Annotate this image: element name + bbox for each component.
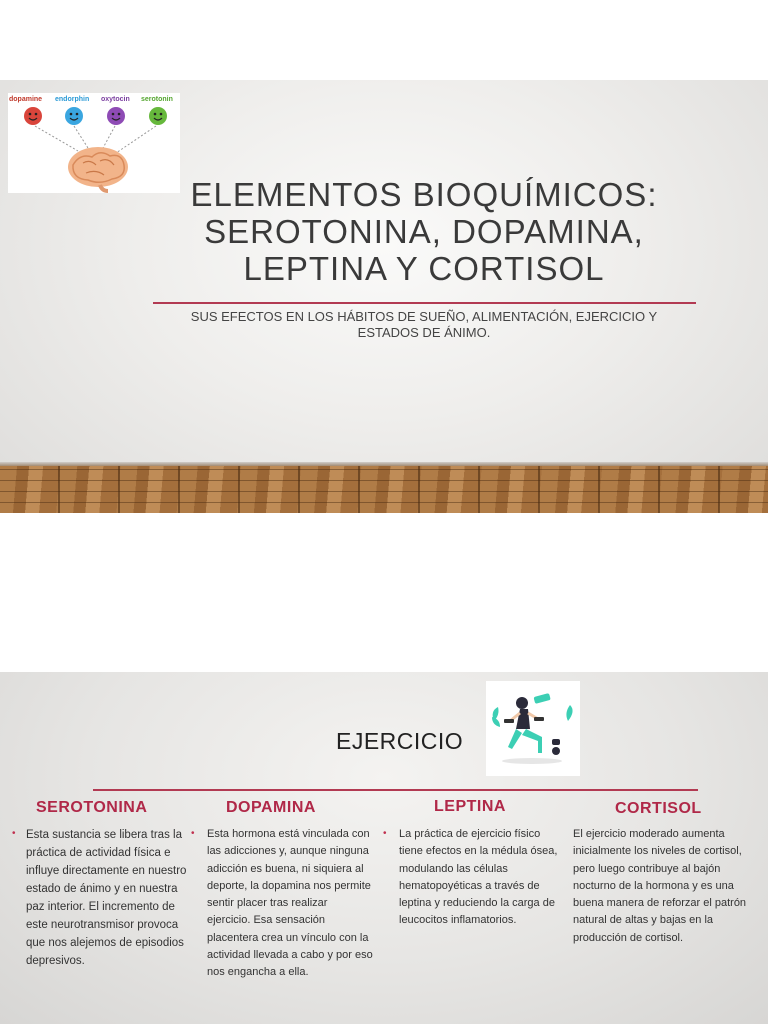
- leg-left: [508, 729, 522, 749]
- dumbbell-1-icon: [534, 717, 544, 721]
- title-slide: [0, 80, 768, 513]
- title-line-3: LEPTINA Y CORTISOL: [243, 250, 605, 287]
- smiley-serotonin-icon: [149, 107, 167, 125]
- smiley-dopamine-icon: [24, 107, 42, 125]
- bullet-leptina: •: [383, 828, 387, 839]
- tag-shape: [533, 693, 550, 704]
- section-divider: [93, 789, 698, 791]
- woman-exercising-icon: [486, 681, 580, 776]
- head: [516, 697, 528, 709]
- label-oxytocin: oxytocin: [101, 96, 130, 103]
- label-endorphin: endorphin: [55, 96, 90, 103]
- smiley-oxytocin-icon: [107, 107, 125, 125]
- text-leptina: La práctica de ejercicio físico tiene efectos en la médula ósea, modulando las células hematopoyéticas a través de leptina y reduciendo la carga de leucocitos inflamatorios.: [399, 828, 558, 927]
- title-divider: [153, 302, 696, 304]
- floor-shadow: [502, 758, 562, 764]
- heading-dopamina: DOPAMINA: [226, 799, 316, 816]
- heading-serotonina: SEROTONINA: [36, 799, 148, 816]
- leg-right: [522, 729, 542, 753]
- heading-leptina: LEPTINA: [434, 798, 506, 815]
- text-cortisol: El ejercicio moderado aumenta inicialmente los niveles de cortisol, pero luego contribuye al bajón nocturno de la hormona y es una buena manera de reforzar el patrón natural de altas y bajas en la producción de cortisol.: [573, 828, 747, 944]
- kettlebell-icon: [552, 747, 560, 755]
- title-line-2: SEROTONINA, DOPAMINA,: [204, 213, 644, 250]
- text-serotonina: Esta sustancia se libera tras la práctica de actividad física e influye directamente en nuestro estado de ánimo y en nuestra paz interior. El incremento de este neurotransmisor provoca que nos alejemos de episodios depresivos.: [26, 829, 187, 967]
- brain-icon: [68, 147, 128, 191]
- exercise-illustration: [486, 681, 580, 776]
- weight-icon: [552, 739, 560, 745]
- slide-title: [150, 176, 698, 287]
- exercise-slide: [0, 672, 768, 1024]
- dumbbell-2-icon: [504, 719, 514, 723]
- wooden-floor: [0, 466, 768, 513]
- smiley-endorphin-icon: [65, 107, 83, 125]
- label-dopamine: dopamine: [9, 96, 43, 103]
- bullet-serotonina: •: [12, 828, 16, 839]
- heading-cortisol: CORTISOL: [615, 800, 702, 817]
- slide-subtitle: SUS EFECTOS EN LOS HÁBITOS DE SUEÑO, ALIMENTACIÓN, EJERCICIO Y ESTADOS DE ÁNIMO.: [190, 309, 658, 340]
- title-line-1: ELEMENTOS BIOQUÍMICOS:: [190, 176, 658, 213]
- section-title: EJERCICIO: [336, 728, 464, 754]
- text-dopamina: Esta hormona está vinculada con las adicciones y, aunque ninguna adicción es buena, ni siquiera al deporte, la dopamina nos permite sentir placer tras realizar ejercicio. Esa sensación placentera crea un vínculo con la actividad llevada a cabo y por eso nos engancha a ella.: [207, 828, 373, 979]
- label-serotonin: serotonin: [141, 96, 173, 103]
- torso: [516, 709, 530, 729]
- bullet-dopamina: •: [191, 828, 195, 839]
